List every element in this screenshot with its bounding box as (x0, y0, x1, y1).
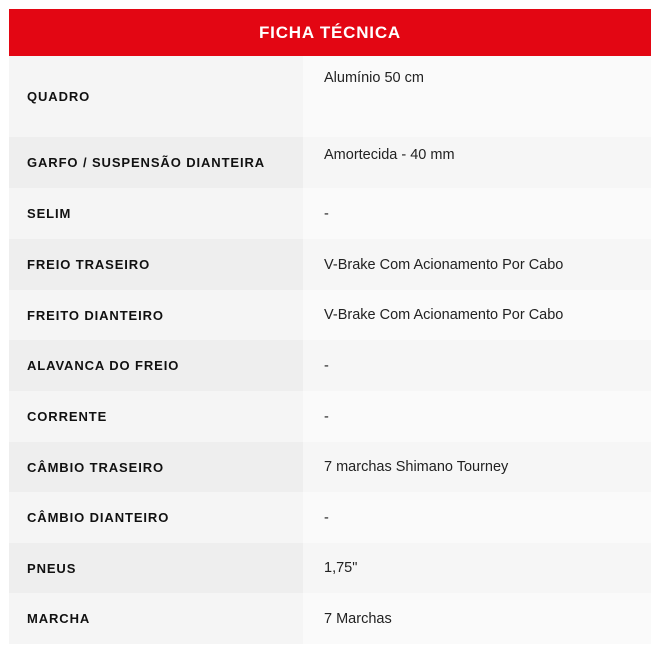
spec-label: FREIO TRASEIRO (9, 239, 303, 290)
spec-label: GARFO / SUSPENSÃO DIANTEIRA (9, 137, 303, 188)
spec-table (9, 9, 651, 644)
spec-label: MARCHA (9, 593, 303, 644)
spec-row-pneus (9, 543, 651, 593)
spec-label: QUADRO (9, 56, 303, 137)
spec-row-cambio-traseiro (9, 442, 651, 492)
spec-value: V-Brake Com Acionamento Por Cabo (303, 239, 651, 290)
spec-row-freio-dianteiro (9, 290, 651, 340)
spec-value: 7 marchas Shimano Tourney (303, 442, 651, 492)
spec-label: FREITO DIANTEIRO (9, 290, 303, 340)
spec-label: CORRENTE (9, 391, 303, 442)
spec-value: - (303, 492, 651, 543)
spec-row-freio-traseiro (9, 239, 651, 290)
spec-value: - (303, 391, 651, 442)
spec-value: - (303, 340, 651, 391)
spec-value: Amortecida - 40 mm (303, 137, 651, 188)
spec-value: V-Brake Com Acionamento Por Cabo (303, 290, 651, 340)
spec-row-cambio-dianteiro (9, 492, 651, 543)
spec-row-corrente (9, 391, 651, 442)
spec-label: CÂMBIO TRASEIRO (9, 442, 303, 492)
spec-value: 1,75" (303, 543, 651, 593)
spec-row-garfo (9, 137, 651, 188)
spec-value: - (303, 188, 651, 239)
spec-row-quadro (9, 56, 651, 137)
spec-label: CÂMBIO DIANTEIRO (9, 492, 303, 543)
spec-value: 7 Marchas (303, 593, 651, 644)
spec-label: ALAVANCA DO FREIO (9, 340, 303, 391)
spec-label: PNEUS (9, 543, 303, 593)
spec-table-title: FICHA TÉCNICA (9, 9, 651, 56)
spec-label: SELIM (9, 188, 303, 239)
spec-row-alavanca-freio (9, 340, 651, 391)
spec-row-selim (9, 188, 651, 239)
spec-row-marcha (9, 593, 651, 644)
spec-value: Alumínio 50 cm (303, 56, 651, 137)
